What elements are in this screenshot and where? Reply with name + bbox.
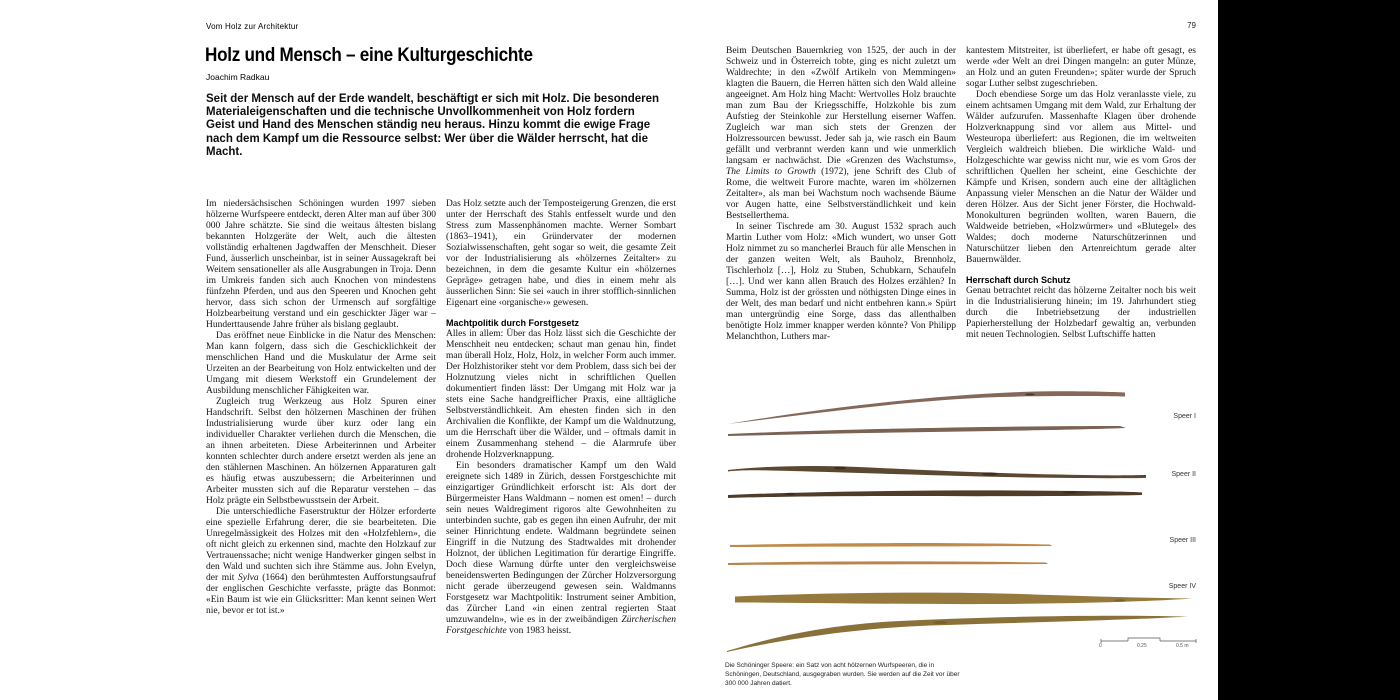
lead-paragraph: Seit der Mensch auf der Erde wandelt, beschäftigt er sich mit Holz. Die besonderen Materialeigenschaften und die technische Unvollkommenheit von Holz fordern Geist und Hand des Menschen ständig neu heraus. Hinzu kommt die ewige Frage nach dem Kampf um die Ressource selbst: Wer über die Wälder herrscht, hat die Macht.: [206, 93, 660, 158]
text-column-3: [726, 46, 956, 343]
scale-label-mid: 0.25: [1137, 643, 1147, 649]
scale-bar-labels: [1096, 643, 1202, 651]
spear-1-lower: [728, 426, 1126, 436]
body-paragraph: Doch ebendiese Sorge um das Holz veranlasste viele, zu einem achtsamen Umgang mit dem Wald, zur Erhaltung der Wälder aufzurufen. Massenhafte Klagen über drohende Holzverknappung sind vor allem aus Mittel- und Westeuropa überliefert: aus Regionen, die im weltweiten Vergleich waldreich blieben. Die wirkliche Wald- und Holzgeschichte war gewiss nicht nur, wie es vom Gros der schriftlichen Quellen her scheint, eine Geschichte der Kämpfe und Krisen, sondern auch eine der alltäglichen Anpassung vieler Menschen an die Natur der Wälder und deren Hölzer. Aus der Sicht jener Förster, die Hochwald-Monokulturen begründen wollten, waren Bauern, die Waldweide betrieben, «Holzwürmer» und «Blutegel» des Waldes; doch moderne Naturschützerinnen und Naturschützer lieben den Artenreichtum gerade alter Bauernwälder.: [966, 90, 1196, 265]
column-subheading: Machtpolitik durch Forstgesetz: [446, 318, 580, 328]
spear-1-upper: [728, 391, 1125, 424]
scale-label-zero: 0: [1099, 643, 1102, 649]
scale-label-end: 0.5 m: [1176, 643, 1189, 649]
spear-3-upper: [730, 543, 1052, 547]
spear-label-1: Speer I: [1173, 413, 1196, 420]
spear-4-upper: [735, 593, 1192, 604]
spear-2-upper: [728, 466, 1146, 478]
spear-3-lower: [728, 561, 1048, 565]
text-column-4: [966, 46, 1196, 341]
body-paragraph: Im niedersächsischen Schöningen wurden 1997 sieben hölzerne Wurfspeere entdeckt, deren Alter man auf über 300 000 Jahre schätzte. Sie sind die weitaus ältesten bislang bekannten Holzgeräte der Welt, auch die ältesten vollständig erhaltenen Jagdwaffen der Menschheit. Dieser Fund, äusserlich unscheinbar, ist in seiner Aussagekraft bei Weitem sensationeller als alle Ausgrabungen in Troja. Denn im Umkreis fanden sich auch Knochen von mindestens fünfzehn Pferden, und aus den Speeren und Knochen geht hervor, dass sich schon der Urmensch auf sorgfältige Holzbearbeitung verstand und ein geschickter Jäger war – Hunderttausende Jahre früher als bislang geglaubt.: [206, 199, 436, 330]
page-number: 79: [1187, 21, 1196, 30]
spear-label-3: Speer III: [1169, 537, 1196, 544]
body-paragraph: Das eröffnet neue Einblicke in die Natur des Menschen: Man kann folgern, dass sich die Geschicklichkeit der menschlichen Hand und die Muskulatur der Arme seit Urzeiten an der Bearbeitung von Holz entwickelten und der Umgang mit diesem Werkstoff ein Grundelement der Ausbildung menschlicher Fähigkeiten war.: [206, 331, 436, 396]
body-paragraph: Die unterschiedliche Faserstruktur der Hölzer erforderte eine spezielle Erfahrung derer, die sie bearbeiteten. Die Unregelmässigkeit des Holzes mit den «Holzfehlern», die oft nicht gleich zu erkennen sind, machte den Holzkauf zur Vertrauenssache; nicht wenige Handwerker gingen selbst in den Wald und suchten sich ihre Stämme aus. John Evelyn, der mit Sylva (1664) den berühmtesten Aufforstungsaufruf der englischen Geschichte verfasste, prägte das Bonmot: «Ein Baum ist wie ein Glücksritter: Man kennt seinen Wert nie, bevor er tot ist.»: [206, 507, 436, 616]
spear-label-4: Speer IV: [1168, 583, 1196, 590]
body-paragraph: Genau betrachtet reicht das hölzerne Zeitalter noch bis weit in die Industrialisierung hinein; im 19. Jahrhundert stieg durch die Inbetriebsetzung der industriellen Papierherstellung der Holzbedarf gewaltig an, verbunden mit neuen Technologien. Selbst Luftschiffe hatten: [966, 286, 1196, 340]
body-paragraph: Das Holz setzte auch der Temposteigerung Grenzen, die erst unter der Herrschaft des Stahls entfesselt wurde und den Stress zum Massenphänomen machte. Werner Sombart (1863–1941), ein Gründervater der modernen Sozialwissenschaften, geht sogar so weit, die gesamte Zeit vor der Industrialisierung als «hölzernes Zeitalter» zu bezeichnen, in dem die gesamte Kultur ein «hölzernes Gepräge» getragen habe, und dies in einem mehr als äusserlichen Sinn: Sie sei «auch in ihrer stofflich-sinnlichen Eigenart eine ‹organische›» gewesen.: [446, 199, 676, 308]
body-paragraph: In seiner Tischrede am 30. August 1532 sprach auch Martin Luther vom Holz: «Mich wundert, wo unser Gott Holz nimmet zu so mancherlei Brauch für alle Menschen in der ganzen weiten Welt, als Bauholz, Brennholz, Tischlerholz […], Holz zu Stuben, Schubkarn, Schaufeln […]. Und wer kann allen Brauch des Holzes erzählen? In Summa, Holz ist der grössten und nöthigsten Dinge eines in der Welt, des man bedarf und nicht entbehren kann.» Spürt man untergründig eine Sorge, dass das allenthalben benötigte Holz immer knapper werden könnte? Von Philipp Melanchthon, Luthers mar-: [726, 222, 956, 342]
running-header: Vom Holz zur Architektur: [206, 22, 299, 31]
column-subheading: Herrschaft durch Schutz: [966, 275, 1071, 285]
body-paragraph: Zugleich trug Werkzeug aus Holz Spuren einer Handschrift. Selbst den hölzernen Maschinen der frühen Industrialisierung wurde über kurz oder lang ein individueller Charakter verliehen durch die Menschen, die an ihnen arbeiteten. Diese Arbeiterinnen und Arbeiter konnten schlechter durch andere ersetzt werden als jene an den stählernen Maschinen. An hölzernen Apparaturen galt es häufig etwas auszubessern; die Arbeiterinnen und Arbeiter mussten sich auf die Reparatur verstehen – das Holz prägte ein Selbstbewusstsein der Arbeit.: [206, 397, 436, 506]
body-paragraph: Beim Deutschen Bauernkrieg von 1525, der auch in der Schweiz und in Österreich tobte, ging es nicht zuletzt um Waldrechte; in den «Zwölf Artikeln von Memmingen» klagten die Bauern, die Herren hätten sich den Wald alleine angeeignet. Am Holz hing Macht: Wertvolles Holz brauchte man zum Bau der Kriegsschiffe, Holzkohle bis zum Aufstieg der Steinkohle zur Herstellung eiserner Waffen. Zugleich war man sich stets der Grenzen der Holzressourcen bewusst. Jeder sah ja, wie rasch ein Baum gefällt und verbrannt werden kann und wie unmerklich langsam er nachwächst. Die «Grenzen des Wachstums», The Limits to Growth (1972), jene Schrift des Club of Rome, die weltweit Furore machte, waren im «hölzernen Zeitalter», als man bei Wachstum noch wachsende Bäume vor Augen hatte, eine Selbstverständlichkeit und kein Bestsellerthema.: [726, 46, 956, 221]
article-author: Joachim Radkau: [206, 72, 270, 82]
figure-caption: Die Schöninger Speere: ein Satz von acht hölzernen Wurfspeeren, die in Schöningen, Deutschland, ausgegraben wurden. Sie werden auf die Zeit vor über 300 000 Jahren datiert.: [725, 662, 960, 687]
right-black-band: [1218, 0, 1400, 700]
text-column-2: [446, 199, 676, 637]
text-column-1: [206, 199, 436, 617]
article-title: Holz und Mensch – eine Kulturgeschichte: [205, 45, 533, 66]
body-paragraph: Alles in allem: Über das Holz lässt sich die Geschichte der Menschheit neu entdecken; schaut man genau hin, findet man überall Holz, Holz, Holz, in welcher Form auch immer. Der Holzhistoriker steht vor dem Problem, dass sich bei der Holznutzung vieles nicht in schriftlichen Quellen dokumentiert finden lässt: Der Umgang mit Holz war ja stets eine Sache handgreiflicher Praxis, eine alltägliche Selbstverständlichkeit. Am ehesten finden sich in den Archivalien die Konflikte, der Kampf um die Waldnutzung, um die Herrschaft über die Wälder, und – oftmals damit in einem Zusammenhang stehend – die Alarmrufe über drohende Holzverknappung.: [446, 329, 676, 460]
body-paragraph: Ein besonders dramatischer Kampf um den Wald ereignete sich 1489 in Zürich, dessen Forstgeschichte mit einzigartiger Gründlichkeit erforscht ist: Als dort der Bürgermeister Hans Waldmann – nomen est omen! – durch sein neues Waldregiment rigoros alte Gewohnheiten zu unterbinden suchte, gab es gegen ihn einen Aufruhr, der mit seiner Hinrichtung endete. Waldmann begründete seinen Eingriff in die Nutzung des Stadtwaldes mit drohender Holznot, der üblichen Legitimation für derartige Eingriffe. Doch diese Warnung dürfte unter den vergleichsweise beneidenswerten Bedingungen der Zürcher Holzversorgung nicht gerade überzeugend gewesen sein. Waldmanns Forstgesetz war Machtpolitik: Instrument seiner Ambition, das Zürcher Land «in einen zentral regierten Staat umzuwandeln», wie es in der zweibändigen Zürcherischen Forstgeschichte von 1983 heisst.: [446, 461, 676, 636]
spear-label-2: Speer II: [1171, 471, 1196, 478]
body-paragraph: kantestem Mitstreiter, ist überliefert, er habe oft gesagt, es werde «der Welt an drei Dingen mangeln: an guter Münze, an Holz und an guten Freunden»; später wurde der Spruch sogar Luther selbst zugeschrieben.: [966, 46, 1196, 89]
